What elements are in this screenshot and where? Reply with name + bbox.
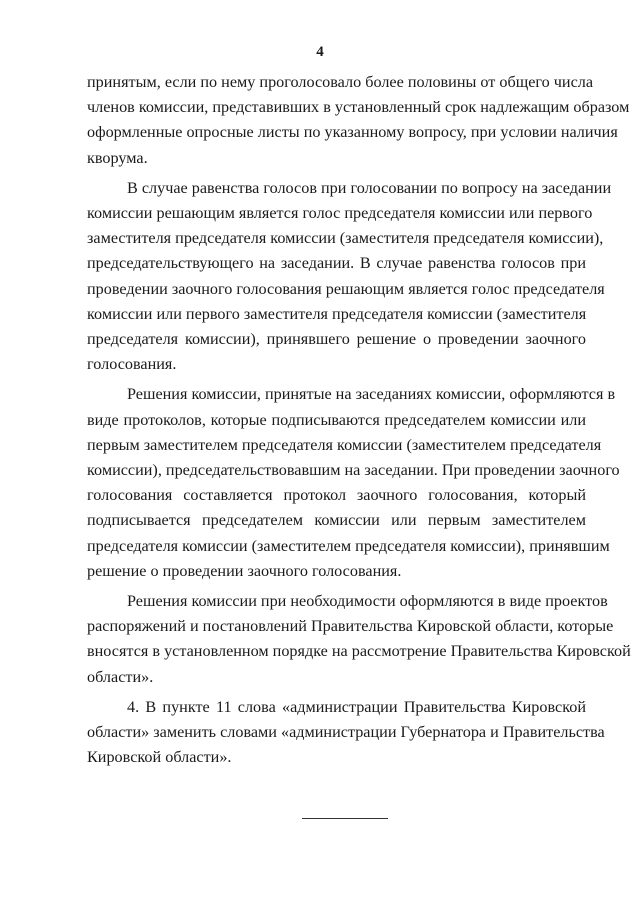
text-line: председателя комиссии), принявшего решение о проведении заочного <box>87 330 586 349</box>
text-line: комиссии решающим является голос председателя комиссии или первого <box>87 204 593 223</box>
paragraph <box>87 176 612 378</box>
text-line: области» заменить словами «администрации Губернатора и Правительства <box>87 723 605 742</box>
page-number: 4 <box>316 44 324 60</box>
text-line: первым заместителем председателя комиссии (заместителем председателя <box>87 435 602 454</box>
text-line: 4. В пункте 11 слова «администрации Правительства Кировской <box>127 697 586 716</box>
footer-divider <box>302 818 388 819</box>
text-line: голосования. <box>87 355 177 374</box>
paragraph <box>87 589 631 690</box>
text-line: Кировской области». <box>87 748 232 767</box>
text-line: заместителя председателя комиссии (заместителя председателя комиссии), <box>87 229 604 248</box>
text-line: В случае равенства голосов при голосовании по вопросу на заседании <box>127 178 612 197</box>
text-line: решение о проведении заочного голосования. <box>87 561 402 580</box>
text-line: председателя комиссии (заместителем председателя комиссии), принявшим <box>87 536 610 555</box>
text-line: оформленные опросные листы по указанному вопросу, при условии наличия <box>87 123 618 142</box>
text-line: вносятся в установленном порядке на рассмотрение Правительства Кировской <box>87 642 631 661</box>
text-line: распоряжений и постановлений Правительства Кировской области, которые <box>87 617 614 636</box>
text-line: председательствующего на заседании. В случае равенства голосов при <box>87 254 586 273</box>
text-line: комиссии или первого заместителя председателя комиссии (заместителя <box>87 304 587 323</box>
text-line: принятым, если по нему проголосовало более половины от общего числа <box>87 73 594 91</box>
text-line: подписывается председателем комиссии или первым заместителем <box>87 511 586 530</box>
text-line: области». <box>87 667 154 686</box>
text-line: проведении заочного голосования решающим является голос председателя <box>87 279 605 298</box>
text-line: комиссии), председательствовавшим на заседании. При проведении заочного <box>87 461 620 480</box>
paragraph <box>87 695 605 771</box>
paragraph <box>87 70 630 171</box>
text-line: членов комиссии, представивших в установленный срок надлежащим образом <box>87 98 630 117</box>
text-line: Решения комиссии, принятые на заседаниях комиссии, оформляются в <box>127 385 616 404</box>
text-line: Решения комиссии при необходимости оформляются в виде проектов <box>127 592 608 611</box>
text-line: виде протоколов, которые подписываются председателем комиссии или <box>87 410 586 429</box>
text-line: кворума. <box>87 148 148 167</box>
text-line: голосования составляется протокол заочного голосования, который <box>87 486 586 505</box>
document-body <box>87 70 631 775</box>
paragraph <box>87 382 620 584</box>
